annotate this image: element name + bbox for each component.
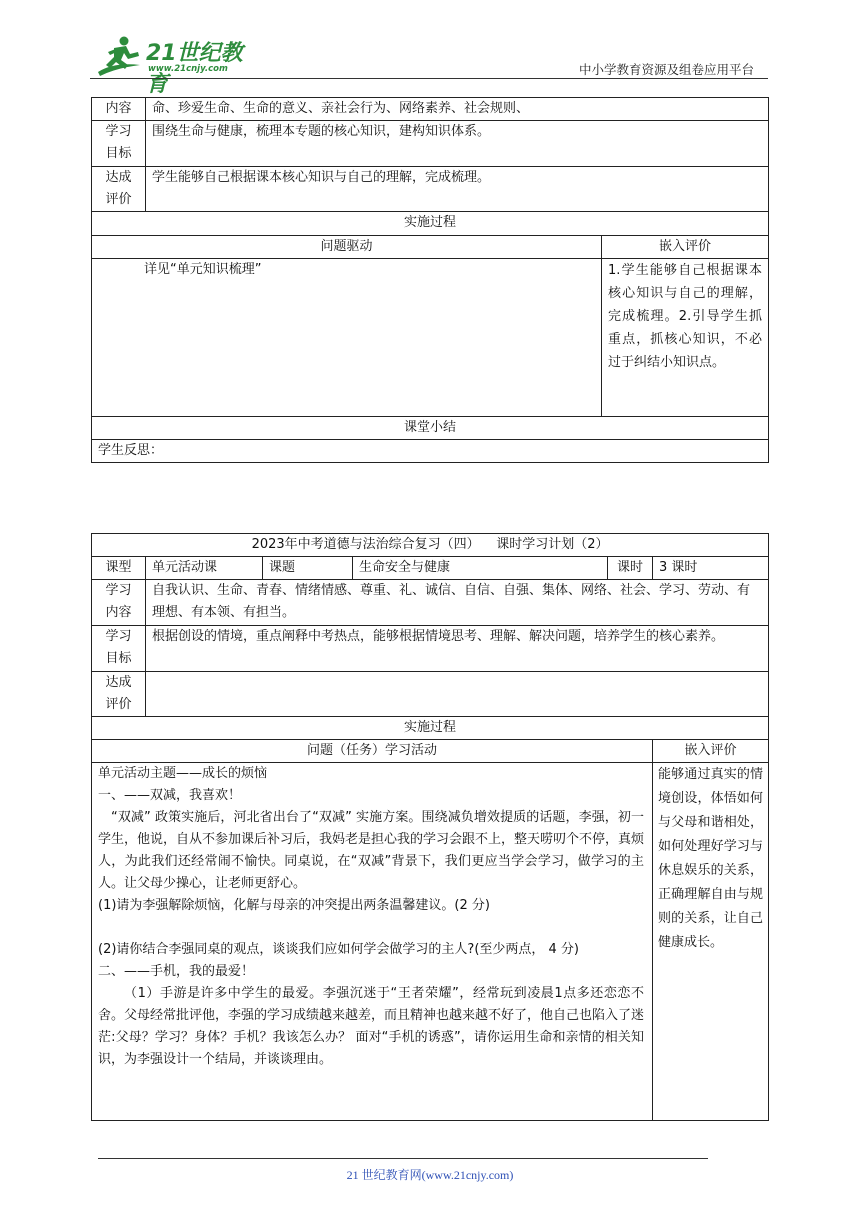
lesson-table-2 bbox=[91, 533, 769, 1121]
learn-goal-label-line2: 目标 bbox=[105, 651, 132, 666]
topic-value: 生命安全与健康 bbox=[353, 557, 608, 580]
embedded-eval-content: 1.学生能够自己根据课本核心知识与自己的理解，完成梳理。2.引导学生抓重点，抓核心知识，不必过于纠结小知识点。 bbox=[602, 259, 769, 417]
embedded-eval-header: 嵌入评价 bbox=[602, 236, 769, 259]
hours-value: 3 课时 bbox=[653, 557, 769, 580]
logo-text: 21世纪教育 bbox=[146, 41, 243, 97]
type-label: 课型 bbox=[92, 557, 146, 580]
question-1: (1)请为李强解除烦恼，化解与母亲的冲突提出两条温馨建议。(2 分) bbox=[98, 898, 490, 913]
learn-goal-label bbox=[92, 626, 146, 672]
learn-goal-text: 根据创设的情境，重点阐释中考热点，能够根据情境思考、理解、解决问题，培养学生的核心素养。 bbox=[146, 626, 769, 672]
spacer bbox=[98, 917, 644, 939]
process-header-2: 实施过程 bbox=[92, 717, 769, 740]
reach-eval-label-line2: 评价 bbox=[105, 697, 132, 712]
learn-content-label bbox=[92, 580, 146, 626]
reach-eval-label bbox=[92, 672, 146, 717]
task-activity-header: 问题（任务）学习活动 bbox=[92, 740, 653, 763]
process-header: 实施过程 bbox=[92, 212, 769, 236]
header-divider bbox=[90, 78, 768, 79]
task-activity-content bbox=[92, 763, 653, 1121]
platform-name: 中小学教育资源及组卷应用平台 bbox=[578, 62, 754, 77]
summary-header: 课堂小结 bbox=[92, 417, 769, 440]
embedded-eval-header-2: 嵌入评价 bbox=[653, 740, 769, 763]
section2-title: 二、——手机，我的最爱！ bbox=[98, 964, 255, 979]
hours-label: 课时 bbox=[608, 557, 653, 580]
goal-label-line1: 学习 bbox=[105, 124, 132, 139]
question-2: (2)请你结合李强同桌的观点，谈谈我们应如何学会做学习的主人?(至少两点， 4 分) bbox=[98, 942, 579, 957]
learn-content-text: 自我认识、生命、青春、情绪情感、尊重、礼、诚信、自信、自强、集体、网络、社会、学习、劳动、有理想、有本领、有担当。 bbox=[146, 580, 769, 626]
reach-text: 学生能够自己根据课本核心知识与自己的理解，完成梳理。 bbox=[146, 167, 769, 212]
goal-label-line2: 目标 bbox=[105, 146, 132, 161]
problem-drive-content bbox=[92, 259, 602, 417]
learn-goal-label-line1: 学习 bbox=[105, 629, 132, 644]
reach-eval-label-line1: 达成 bbox=[105, 675, 132, 690]
activity-theme: 单元活动主题——成长的烦恼 bbox=[98, 766, 268, 781]
content-text: 命、珍爱生命、生命的意义、亲社会行为、网络素养、社会规则、 bbox=[146, 98, 769, 121]
content-label: 内容 bbox=[92, 98, 146, 121]
learn-content-label-line1: 学习 bbox=[105, 583, 132, 598]
site-logo[interactable] bbox=[94, 32, 264, 97]
problem-drive-header: 问题驱动 bbox=[92, 236, 602, 259]
type-value: 单元活动课 bbox=[146, 557, 263, 580]
goal-label bbox=[92, 121, 146, 167]
reach-label-line1: 达成 bbox=[105, 170, 132, 185]
page-header bbox=[90, 32, 768, 97]
learn-content-label-line2: 内容 bbox=[105, 605, 132, 620]
logo-url: www.21cnjy.com bbox=[148, 64, 228, 74]
runner-logo-icon bbox=[94, 32, 146, 78]
goal-text: 围绕生命与健康，梳理本专题的核心知识，建构知识体系。 bbox=[146, 121, 769, 167]
lesson-table-1 bbox=[91, 97, 769, 463]
footer-divider bbox=[98, 1158, 708, 1159]
reach-eval-text bbox=[146, 672, 769, 717]
topic-label: 课题 bbox=[263, 557, 353, 580]
reach-label-line2: 评价 bbox=[105, 192, 132, 207]
student-reflection: 学生反思： bbox=[92, 440, 769, 463]
section1-body: “双减” 政策实施后，河北省出台了“双减” 实施方案。围绕减负增效提质的话题，李强，初一学生，他说，自从不参加课后补习后，我妈老是担心我的学习会跟不上，整天唠叨个不停，真烦人，为此我们还经常闹不愉快。同桌说，在“双减”背景下，我们更应当学会学习，做学习的主人。让父母少操心，让老师更舒心。 bbox=[98, 810, 645, 891]
embedded-eval-content-2: 能够通过真实的情境创设，体悟如何与父母和谐相处，如何处理好学习与休息娱乐的关系，正确理解自由与规则的关系，让自己健康成长。 bbox=[653, 763, 769, 1121]
section1-title: 一、——双减，我喜欢！ bbox=[98, 788, 242, 803]
problem-drive-text: 详见“单元知识梳理” bbox=[144, 262, 262, 277]
reach-label bbox=[92, 167, 146, 212]
footer-link[interactable]: 21 世纪教育网(www.21cnjy.com) bbox=[346, 1168, 514, 1182]
plan-title: 2023年中考道德与法治综合复习（四） 课时学习计划（2） bbox=[92, 534, 769, 557]
section2-body: （1）手游是许多中学生的最爱。李强沉迷于“王者荣耀”，经常玩到凌晨1点多还恋恋不舍。父母经常批评他，李强的学习成绩越来越差，而且精神也越来越不好了，他自己也陷入了迷茫:父母？学习？身体？手机？我该怎么办？ 面对“手机的诱惑”，请你运用生命和亲情的相关知识，为李强设计一个结局，并谈谈理由。 bbox=[98, 986, 645, 1067]
